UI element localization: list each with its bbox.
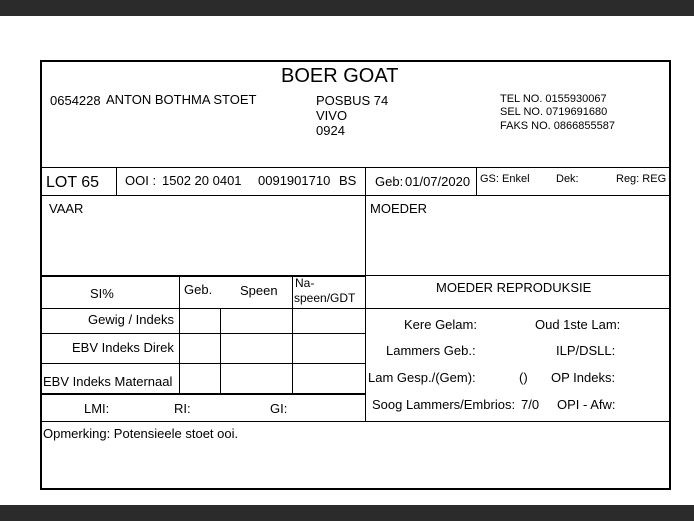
indices-row-1-bottom xyxy=(41,333,365,334)
op-indeks-label: OP Indeks: xyxy=(551,370,616,385)
indices-header-bottom xyxy=(41,308,365,309)
address-line-3: 0924 xyxy=(316,123,345,138)
lot-divider-1 xyxy=(116,167,117,196)
kere-gelam-label: Kere Gelam: xyxy=(404,317,477,332)
card-border-bottom xyxy=(40,488,671,490)
top-dark-bar xyxy=(0,0,694,16)
bottom-dark-bar xyxy=(0,505,694,521)
reproduction-heading: MOEDER REPRODUKSIE xyxy=(436,280,592,295)
lot-divider-3 xyxy=(476,167,477,196)
lam-gesp-label: Lam Gesp./(Gem): xyxy=(368,370,476,385)
indices-col-divider-2 xyxy=(220,308,221,394)
breeder-code: 0654228 xyxy=(50,93,101,108)
ooi-label: OOI : xyxy=(125,173,157,188)
geb-date: 01/07/2020 xyxy=(405,174,471,189)
remarks-top-line xyxy=(41,421,670,422)
gewig-indeks-row-label: Gewig / Indeks xyxy=(88,312,174,327)
speen-col-header: Speen xyxy=(240,283,278,298)
naspeen-col-header-2: speen/GDT xyxy=(294,291,356,305)
ebv-maternaal-row-label: EBV Indeks Maternaal xyxy=(43,374,173,389)
sel-number: SEL NO. 0719691680 xyxy=(500,106,608,118)
opi-afw-label: OPI - Afw: xyxy=(557,397,616,412)
indices-table-top xyxy=(41,275,365,277)
gs-status: GS: Enkel xyxy=(480,173,530,185)
reproduction-top-line xyxy=(366,275,670,276)
lot-divider-2 xyxy=(365,167,366,196)
address-line-2: VIVO xyxy=(316,108,348,123)
indices-row-2-bottom xyxy=(41,363,365,364)
oud-1ste-lam-label: Oud 1ste Lam: xyxy=(535,317,621,332)
si-header: SI% xyxy=(90,286,114,301)
address-line-1: POSBUS 74 xyxy=(316,93,389,108)
indices-col-divider-1 xyxy=(179,276,180,394)
card-title: BOER GOAT xyxy=(281,65,399,87)
geb-label: Geb: xyxy=(375,174,404,189)
dek-label: Dek: xyxy=(556,173,579,185)
bs-code: BS xyxy=(339,173,357,188)
lam-gesp-value: () xyxy=(519,370,528,385)
faks-number: FAKS NO. 0866855587 xyxy=(500,120,615,132)
lot-row-top-line xyxy=(41,167,670,168)
ri-label: RI: xyxy=(174,401,191,416)
lammers-geb-label: Lammers Geb.: xyxy=(386,343,476,358)
lot-row-bottom-line xyxy=(41,195,670,196)
vaar-label: VAAR xyxy=(49,201,84,216)
soog-lammers-label: Soog Lammers/Embrios: xyxy=(372,397,516,412)
indices-table-bottom xyxy=(41,393,365,395)
ebv-direk-row-label: EBV Indeks Direk xyxy=(72,340,174,355)
card-border-top xyxy=(40,60,671,62)
breeder-name: ANTON BOTHMA STOET xyxy=(106,92,257,107)
ilp-dsll-label: ILP/DSLL: xyxy=(556,343,616,358)
soog-lammers-value: 7/0 xyxy=(521,397,540,412)
id-number: 0091901710 xyxy=(258,173,331,188)
reproduction-header-bottom xyxy=(366,308,670,309)
lmi-label: LMI: xyxy=(84,401,110,416)
ooi-number: 1502 20 0401 xyxy=(162,173,242,188)
moeder-label: MOEDER xyxy=(370,201,428,216)
gi-label: GI: xyxy=(270,401,288,416)
naspeen-col-header-1: Na- xyxy=(295,276,315,290)
remarks-text: Opmerking: Potensieele stoet ooi. xyxy=(43,426,239,441)
geb-col-header: Geb. xyxy=(184,282,213,297)
tel-number: TEL NO. 0155930067 xyxy=(500,93,607,105)
indices-col-divider-3 xyxy=(292,276,293,394)
reg-status: Reg: REG xyxy=(616,173,667,185)
lot-number: LOT 65 xyxy=(46,174,100,191)
